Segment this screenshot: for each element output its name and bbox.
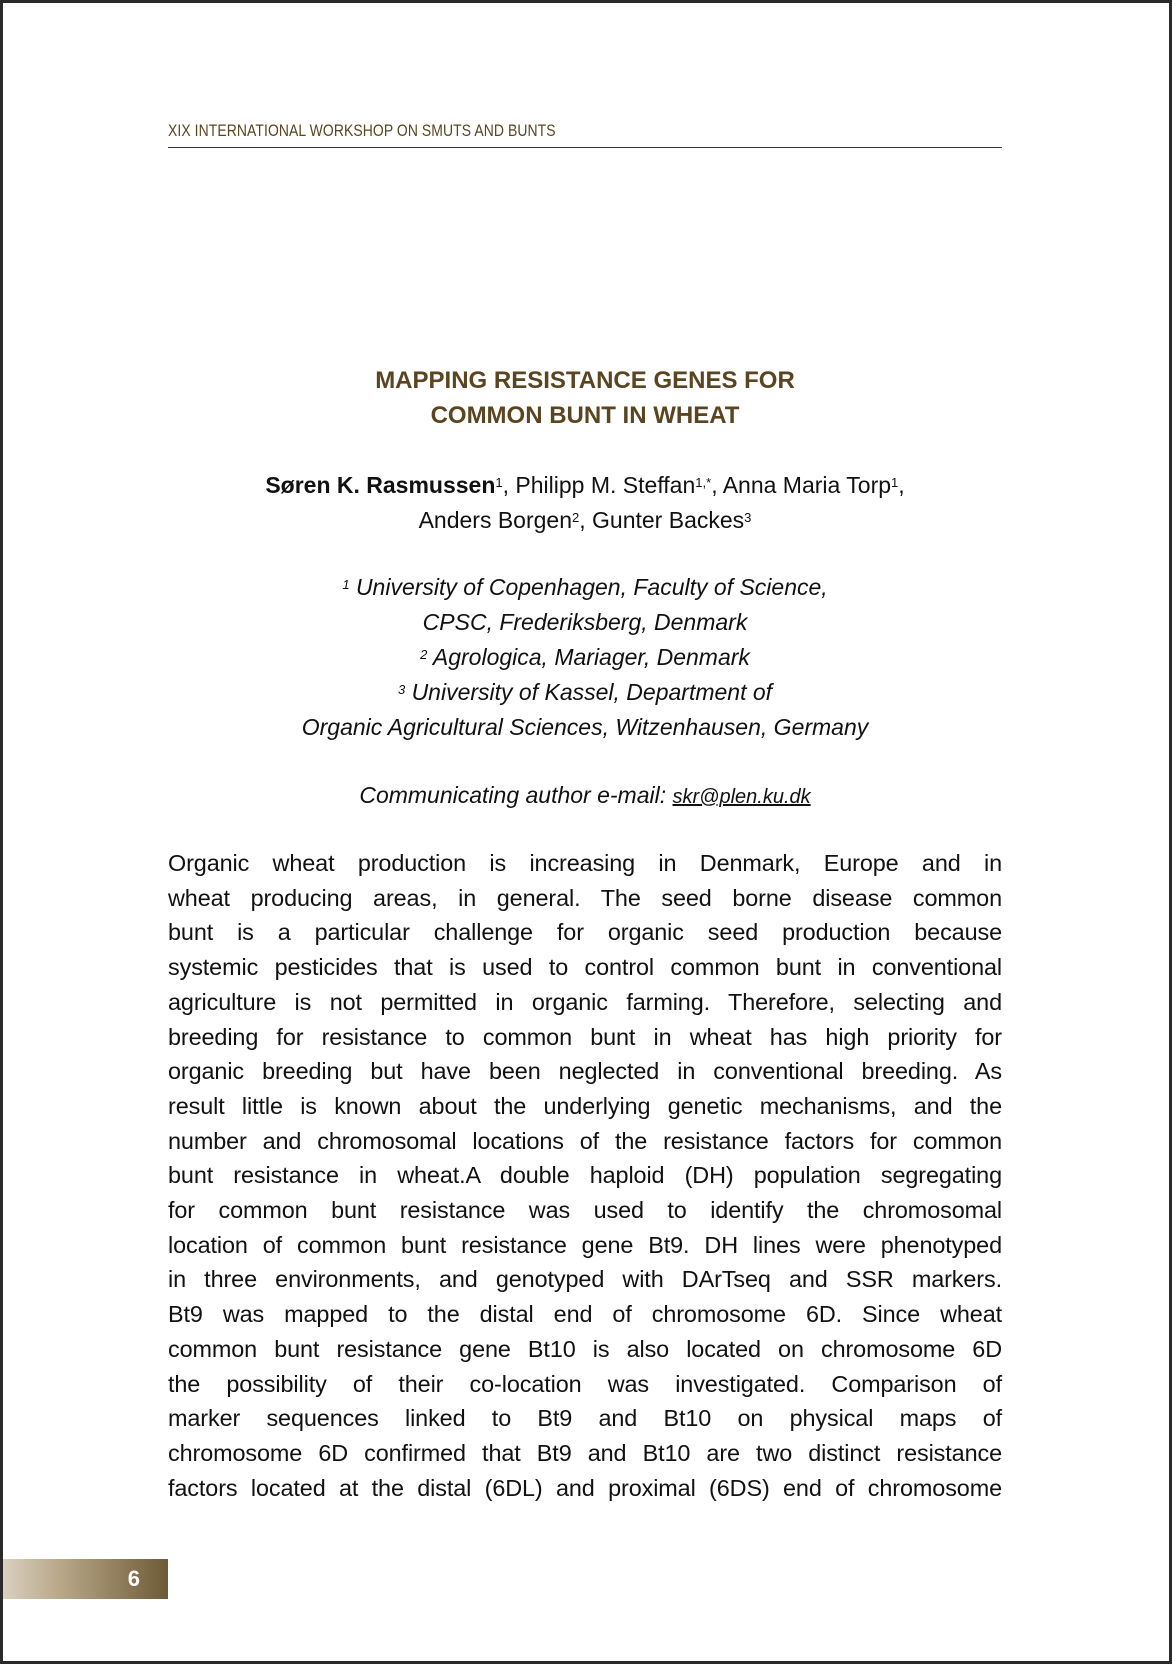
contact-label: Communicating author e-mail: [359,782,673,808]
abstract-line: Organic wheat production is increasing in Denmark, Europe and in [168,850,1002,876]
author-name: Gunter Backes [592,507,745,533]
abstract-line: wheat producing areas, in general. The seed borne disease common [168,884,1002,911]
abstract-line: the possibility of their co-location was investigated. Comparison of [168,1370,1002,1397]
article-title [168,363,1002,433]
abstract-line: result little is known about the underlying genetic mechanisms, and the [168,1092,1002,1119]
abstract-line: common bunt resistance gene Bt10 is also located on chromosome 6D [168,1335,1002,1362]
abstract-body [168,846,1002,1505]
author-affil-mark: 3 [744,510,752,525]
author-affil-mark: 1,* [695,475,712,490]
contact-line [168,778,1002,815]
author-name: Philipp M. Steffan [515,472,696,498]
abstract-line: breeding for resistance to common bunt in wheat has high priority for [168,1023,1002,1050]
abstract-line: bunt resistance in wheat.A double haploid (DH) population segregating [168,1162,1002,1189]
author-line-1: Søren K. Rasmussen$^1$, Philipp M. Steffan$^{1,*}$, Anna Maria Torp$^1$, [265,472,905,498]
author-list [168,468,1002,538]
affiliation-2: $^2$ Agrologica, Mariager, Denmark [420,644,750,670]
author-affil-mark: 2 [572,510,580,525]
author-name: Anders Borgen [418,507,573,533]
affiliation-list [168,570,1002,745]
abstract-line: chromosome 6D confirmed that Bt9 and Bt10 are two distinct resistance [168,1439,1002,1466]
abstract-line: location of common bunt resistance gene Bt9. DH lines were phenotyped [168,1231,1002,1258]
affiliation-3-line-2: Organic Agricultural Sciences, Witzenhausen, Germany [301,714,869,740]
abstract-line: marker sequences linked to Bt9 and Bt10 on physical maps of [168,1405,1002,1432]
author-name: Søren K. Rasmussen [265,472,496,498]
running-header [168,121,1002,148]
author-line-2: Anders Borgen$^2$, Gunter Backes$^3$ [418,507,752,533]
author-affil-mark: 1 [891,475,899,490]
title-line-2: COMMON BUNT IN WHEAT [430,402,740,429]
author-name: Anna Maria Torp [722,472,892,498]
title-line-1: MAPPING RESISTANCE GENES FOR [375,367,795,394]
running-header-text: XIX INTERNATIONAL WORKSHOP ON SMUTS AND BUNTS [168,121,556,140]
author-affil-mark: 1 [495,475,503,490]
abstract-line: factors located at the distal (6DL) and proximal (6DS) end of chromosome [168,1474,1002,1501]
abstract-line: number and chromosomal locations of the resistance factors for common [168,1127,1002,1154]
contact-email-link[interactable]: skr@plen.ku.dk [672,786,811,808]
affiliation-3-line-1: $^3$ University of Kassel, Department of [397,679,773,705]
abstract-line: Bt9 was mapped to the distal end of chromosome 6D. Since wheat [168,1301,1002,1328]
affiliation-1-line-1: $^1$ University of Copenhagen, Faculty of Science, [342,574,828,600]
abstract-line: systemic pesticides that is used to control common bunt in conventional [168,954,1002,981]
page-number: 6 [127,1566,140,1591]
abstract-line: in three environments, and genotyped with DArTseq and SSR markers. [168,1266,1002,1293]
abstract-line: organic breeding but have been neglected in conventional breeding. As [168,1058,1002,1085]
page-number-tab [3,1559,168,1599]
abstract-line: agriculture is not permitted in organic farming. Therefore, selecting and [168,988,1002,1015]
abstract-line: bunt is a particular challenge for organic seed production because [168,919,1002,946]
abstract-line: for common bunt resistance was used to identify the chromosomal [168,1197,1002,1224]
affiliation-1-line-2: CPSC, Frederiksberg, Denmark [422,609,748,635]
